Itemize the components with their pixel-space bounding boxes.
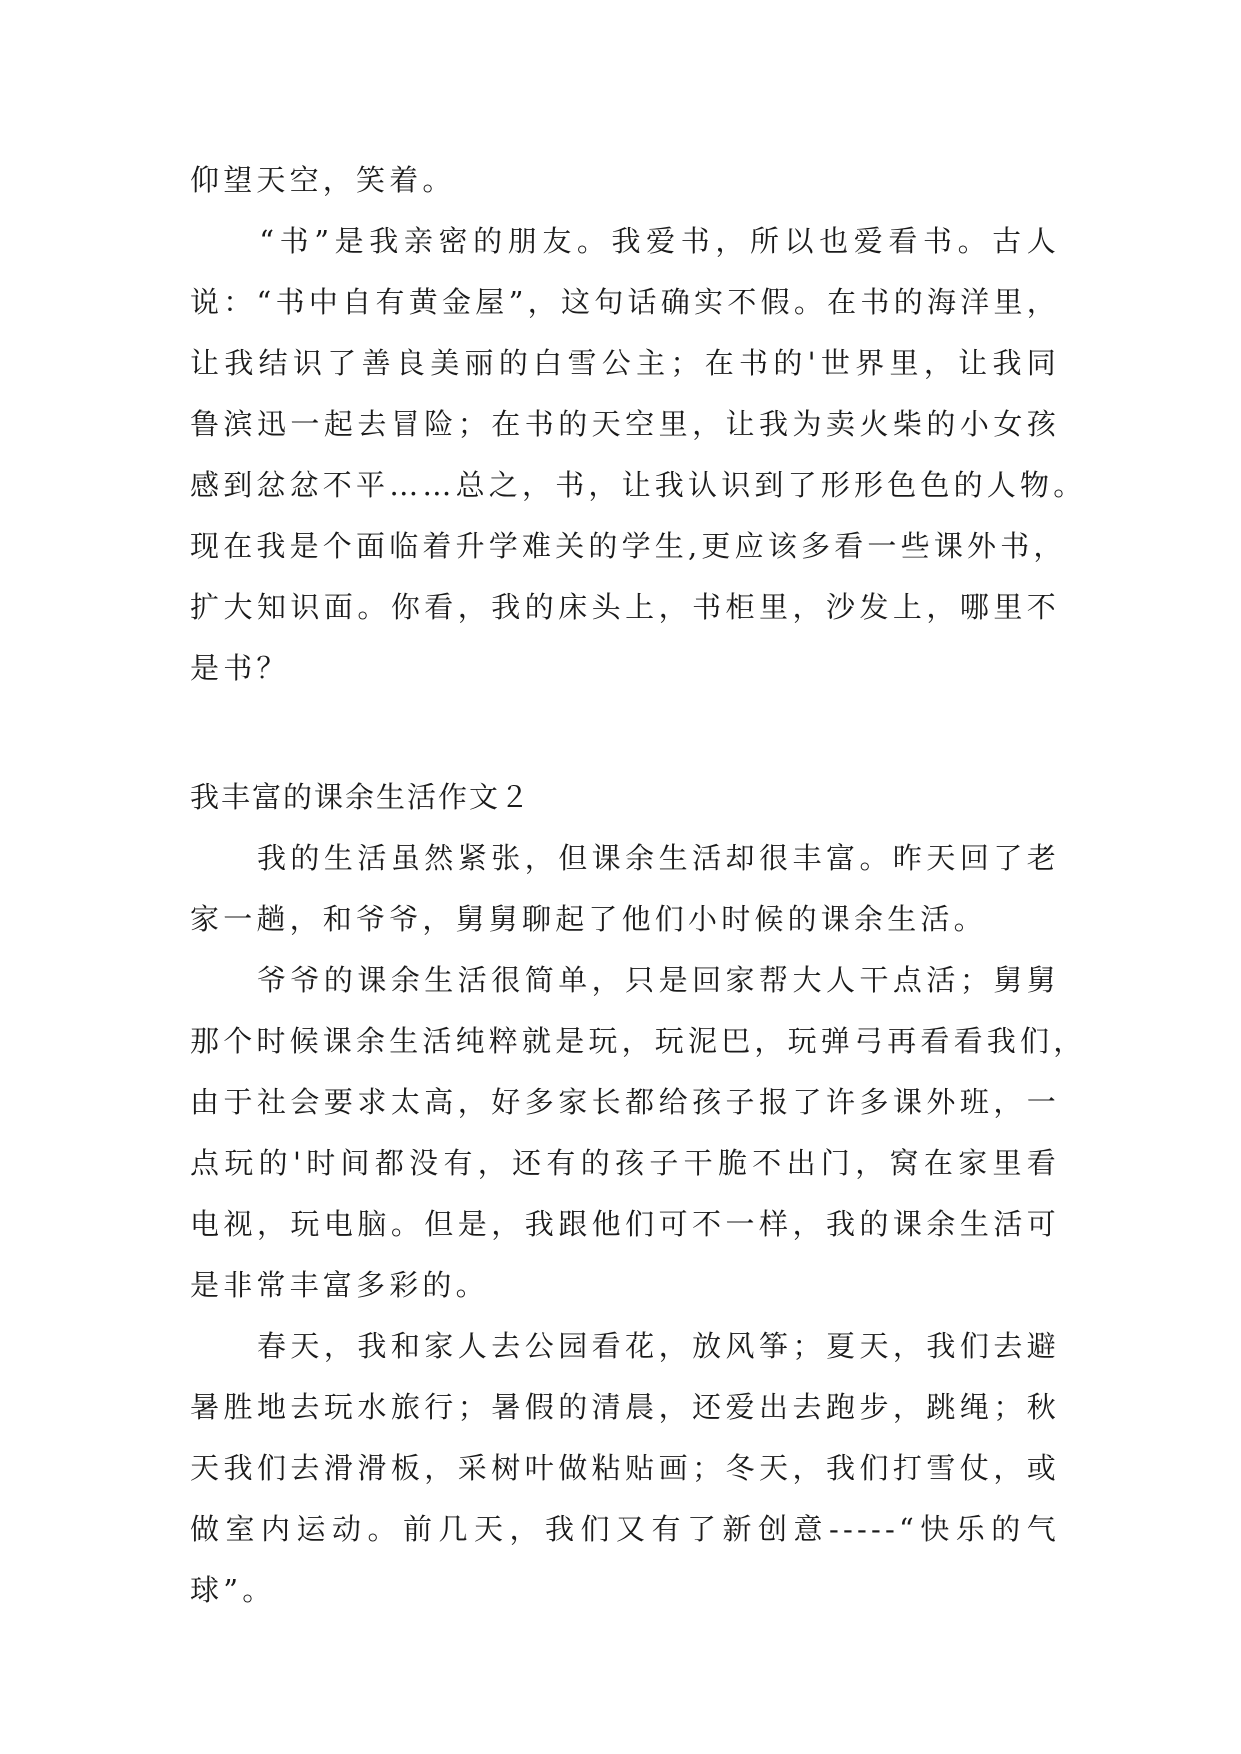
text-line: 是书？: [190, 651, 290, 685]
text-line: 现在我是个面临着升学难关的学生,更应该多看一些课外书，: [190, 529, 1067, 563]
text-line: “书”是我亲密的朋友。我爱书，所以也爱看书。古人: [190, 224, 1060, 258]
text-line: 暑胜地去玩水旅行；暑假的清晨，还爱出去跑步，跳绳；秋: [190, 1390, 1060, 1424]
text-line: 天我们去滑滑板，采树叶做粘贴画；冬天，我们打雪仗，或: [190, 1451, 1060, 1485]
text-line: 点玩的'时间都没有，还有的孩子干脆不出门，窝在家里看: [190, 1146, 1060, 1180]
text-line: 春天，我和家人去公园看花，放风筝；夏天，我们去避: [190, 1329, 1060, 1363]
text-line: 由于社会要求太高，好多家长都给孩子报了许多课外班，一: [190, 1085, 1060, 1119]
text-line: 我的生活虽然紧张，但课余生活却很丰富。昨天回了老: [190, 841, 1060, 875]
text-line: 仰望天空，笑着。: [190, 163, 456, 197]
text-line: 说：“书中自有黄金屋”，这句话确实不假。在书的海洋里，: [190, 285, 1060, 319]
text-line: 扩大知识面。你看，我的床头上，书柜里，沙发上，哪里不: [190, 590, 1060, 624]
text-line: 爷爷的课余生活很简单，只是回家帮大人干点活；舅舅: [190, 963, 1060, 997]
document-page: [190, 150, 1087, 1621]
section-gap: [190, 699, 1060, 767]
text-line: 球”。: [190, 1573, 276, 1607]
text-line: 让我结识了善良美丽的白雪公主；在书的'世界里，让我同: [190, 346, 1060, 380]
section-2: [190, 767, 1087, 1621]
section-1: [190, 150, 1087, 699]
essay-heading: 我丰富的课余生活作文２: [190, 780, 532, 814]
text-line: 那个时候课余生活纯粹就是玩，玩泥巴，玩弹弓再看看我们，: [190, 1024, 1087, 1058]
text-line: 鲁滨迅一起去冒险；在书的天空里，让我为卖火柴的小女孩: [190, 407, 1060, 441]
text-line: 感到忿忿不平……总之，书，让我认识到了形形色色的人物。: [190, 468, 1087, 502]
text-line: 做室内运动。前几天，我们又有了新创意-----“快乐的气: [190, 1512, 1060, 1546]
text-line: 电视，玩电脑。但是，我跟他们可不一样，我的课余生活可: [190, 1207, 1060, 1241]
text-line: 家一趟，和爷爷，舅舅聊起了他们小时候的课余生活。: [190, 902, 987, 936]
text-line: 是非常丰富多彩的。: [190, 1268, 489, 1302]
